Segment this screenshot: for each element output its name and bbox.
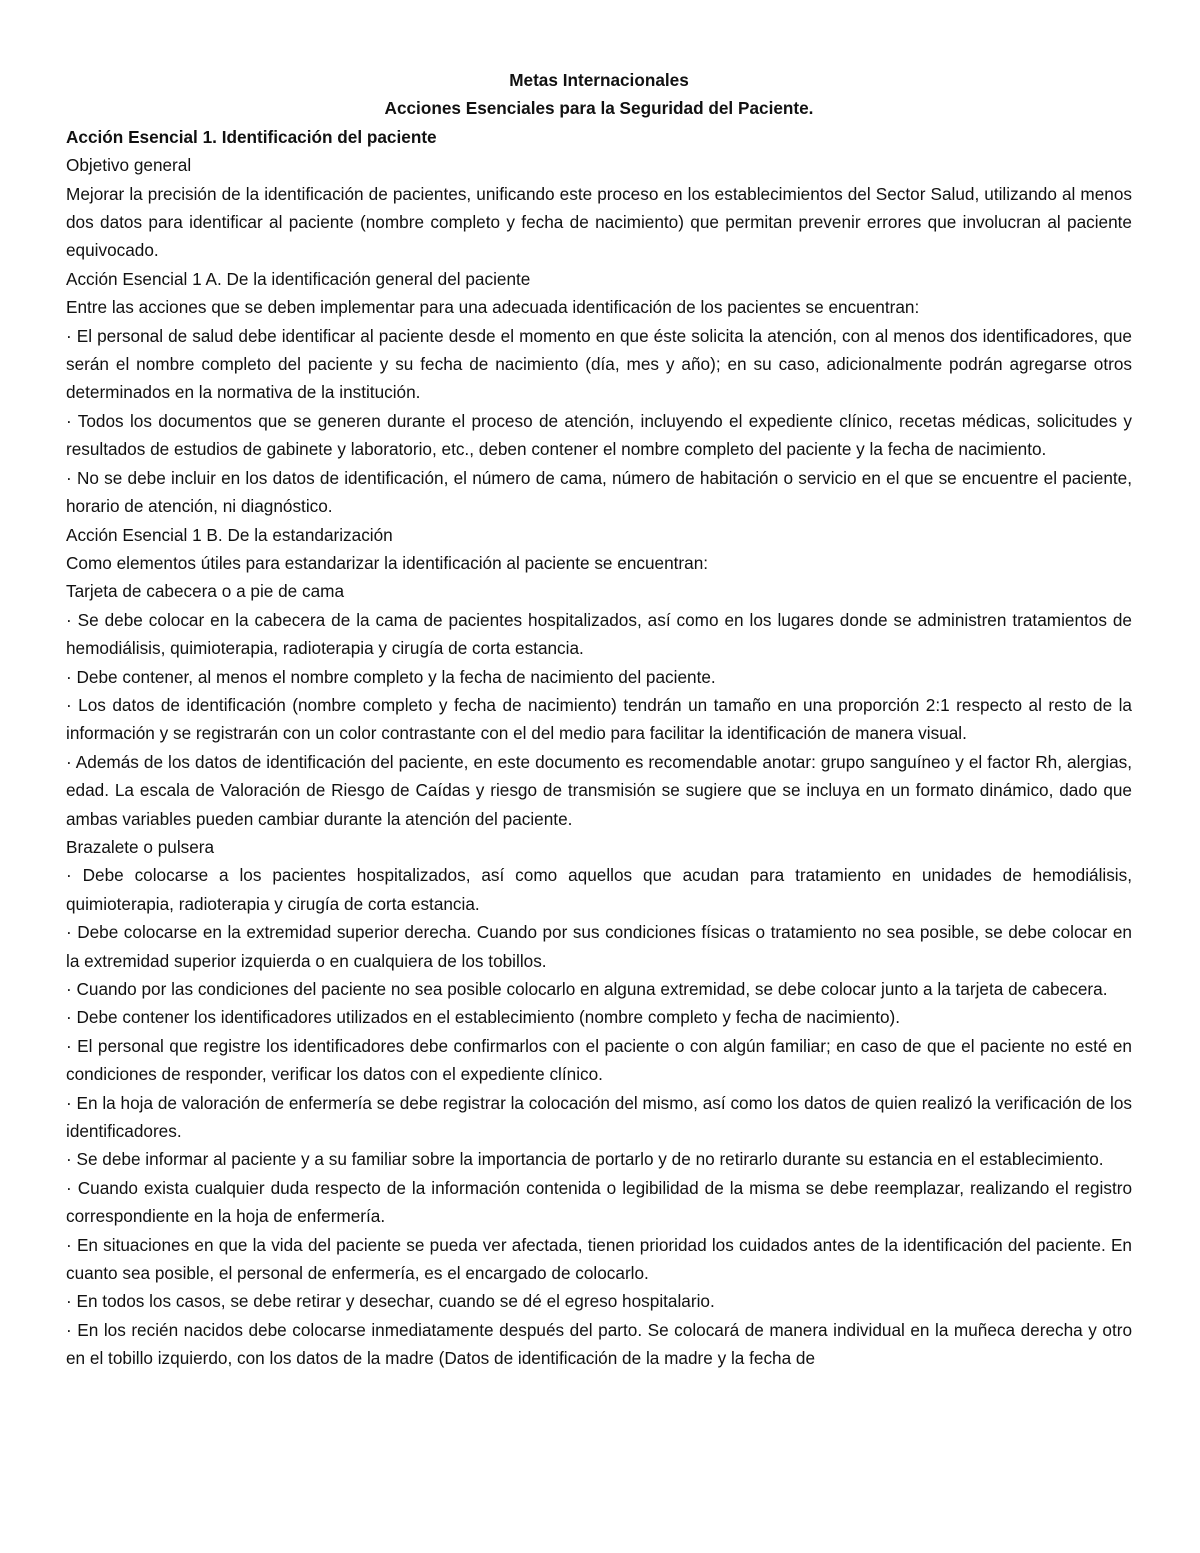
- list-item: · El personal que registre los identificadores debe confirmarlos con el paciente o con algún familiar; en caso de que el paciente no esté en condiciones de responder, verificar los datos con el expediente clínico.: [66, 1035, 1132, 1085]
- list-item: · En los recién nacidos debe colocarse inmediatamente después del parto. Se colocará de manera individual en la muñeca derecha y otro en el tobillo izquierdo, con los datos de la madre (Datos de identificación de la madre y la fecha de: [66, 1319, 1132, 1369]
- list-item: · Todos los documentos que se generen durante el proceso de atención, incluyendo el expediente clínico, recetas médicas, solicitudes y resultados de estudios de gabinete y laboratorio, etc., deben contener el nombre completo del paciente y la fecha de nacimiento.: [66, 410, 1132, 460]
- section-1a-intro: Entre las acciones que se deben implementar para una adecuada identificación de los pacientes se encuentran:: [66, 297, 920, 318]
- list-item: · Cuando por las condiciones del paciente no sea posible colocarlo en alguna extremidad, se debe colocar junto a la tarjeta de cabecera.: [66, 979, 1108, 999]
- list-item: · Debe contener, al menos el nombre completo y la fecha de nacimiento del paciente.: [66, 666, 716, 687]
- list-item: · Además de los datos de identificación del paciente, en este documento es recomendable anotar: grupo sanguíneo y el factor Rh, alergias, edad. La escala de Valoración de Riesgo de Caídas y riesgo de transmisión se sugiere que se incluya en un formato dinámico, dado que ambas variables pueden cambiar durante la atención del paciente.: [66, 751, 1132, 829]
- list-item: · El personal de salud debe identificar al paciente desde el momento en que éste solicita la atención, con al menos dos identificadores, que serán el nombre completo del paciente y su fecha de nacimiento (día, mes y año); en su caso, adicionalmente podrán agregarse otros determinados en la normativa de la institución.: [66, 325, 1132, 403]
- list-item: · Debe colocarse en la extremidad superior derecha. Cuando por sus condiciones físicas o tratamiento no sea posible, se debe colocar en la extremidad superior izquierda o en cualquiera de los tobillos.: [66, 922, 1132, 971]
- document-subtitle: Acciones Esenciales para la Seguridad del Paciente.: [384, 98, 814, 119]
- bracelet-heading: Brazalete o pulsera: [66, 836, 215, 857]
- list-item: · Se debe informar al paciente y a su familiar sobre la importancia de portarlo y de no retirarlo durante su estancia en el establecimiento.: [66, 1149, 1104, 1170]
- objective-text: Mejorar la precisión de la identificación de pacientes, unificando este proceso en los establecimientos del Sector Salud, utilizando al menos dos datos para identificar al paciente (nombre completo y fecha de nacimiento) que permitan prevenir errores que involucran al paciente equivocado.: [66, 183, 1132, 261]
- list-item: · No se debe incluir en los datos de identificación, el número de cama, número de habitación o servicio en el que se encuentre el paciente, horario de atención, ni diagnóstico.: [66, 467, 1132, 517]
- list-item: · En la hoja de valoración de enfermería se debe registrar la colocación del mismo, así como los datos de quien realizó la verificación de los identificadores.: [66, 1092, 1132, 1142]
- list-item: · En todos los casos, se debe retirar y desechar, cuando se dé el egreso hospitalario.: [66, 1291, 715, 1312]
- section-1a-heading: Acción Esencial 1 A. De la identificación general del paciente: [66, 268, 531, 289]
- document-title: Metas Internacionales: [509, 70, 689, 90]
- list-item: · Debe contener los identificadores utilizados en el establecimiento (nombre completo y fecha de nacimiento).: [66, 1007, 901, 1028]
- objective-label: Objetivo general: [66, 155, 192, 176]
- list-item: · Debe colocarse a los pacientes hospitalizados, así como aquellos que acudan para tratamiento en unidades de hemodiálisis, quimioterapia, radioterapia y cirugía de corta estancia.: [66, 865, 1132, 914]
- document-page: [66, 66, 1132, 1373]
- list-item: · En situaciones en que la vida del paciente se pueda ver afectada, tienen prioridad los cuidados antes de la identificación del paciente. En cuanto sea posible, el personal de enfermería, es el encargado de colocarlo.: [66, 1234, 1132, 1284]
- card-heading: Tarjeta de cabecera o a pie de cama: [66, 581, 345, 602]
- list-item: · Los datos de identificación (nombre completo y fecha de nacimiento) tendrán un tamaño en una proporción 2:1 respecto al resto de la información y se registrarán con un color contrastante con el del medio para facilitar la identificación de manera visual.: [66, 694, 1132, 744]
- section-1b-heading: Acción Esencial 1 B. De la estandarización: [66, 524, 393, 545]
- list-item: · Se debe colocar en la cabecera de la cama de pacientes hospitalizados, así como en los lugares donde se administren tratamientos de hemodiálisis, quimioterapia, radioterapia y cirugía de corta estancia.: [66, 609, 1132, 659]
- section-1b-intro: Como elementos útiles para estandarizar la identificación al paciente se encuentran:: [66, 552, 709, 573]
- list-item: · Cuando exista cualquier duda respecto de la información contenida o legibilidad de la misma se debe reemplazar, realizando el registro correspondiente en la hoja de enfermería.: [66, 1177, 1132, 1227]
- section-1-heading: Acción Esencial 1. Identificación del paciente: [66, 126, 437, 147]
